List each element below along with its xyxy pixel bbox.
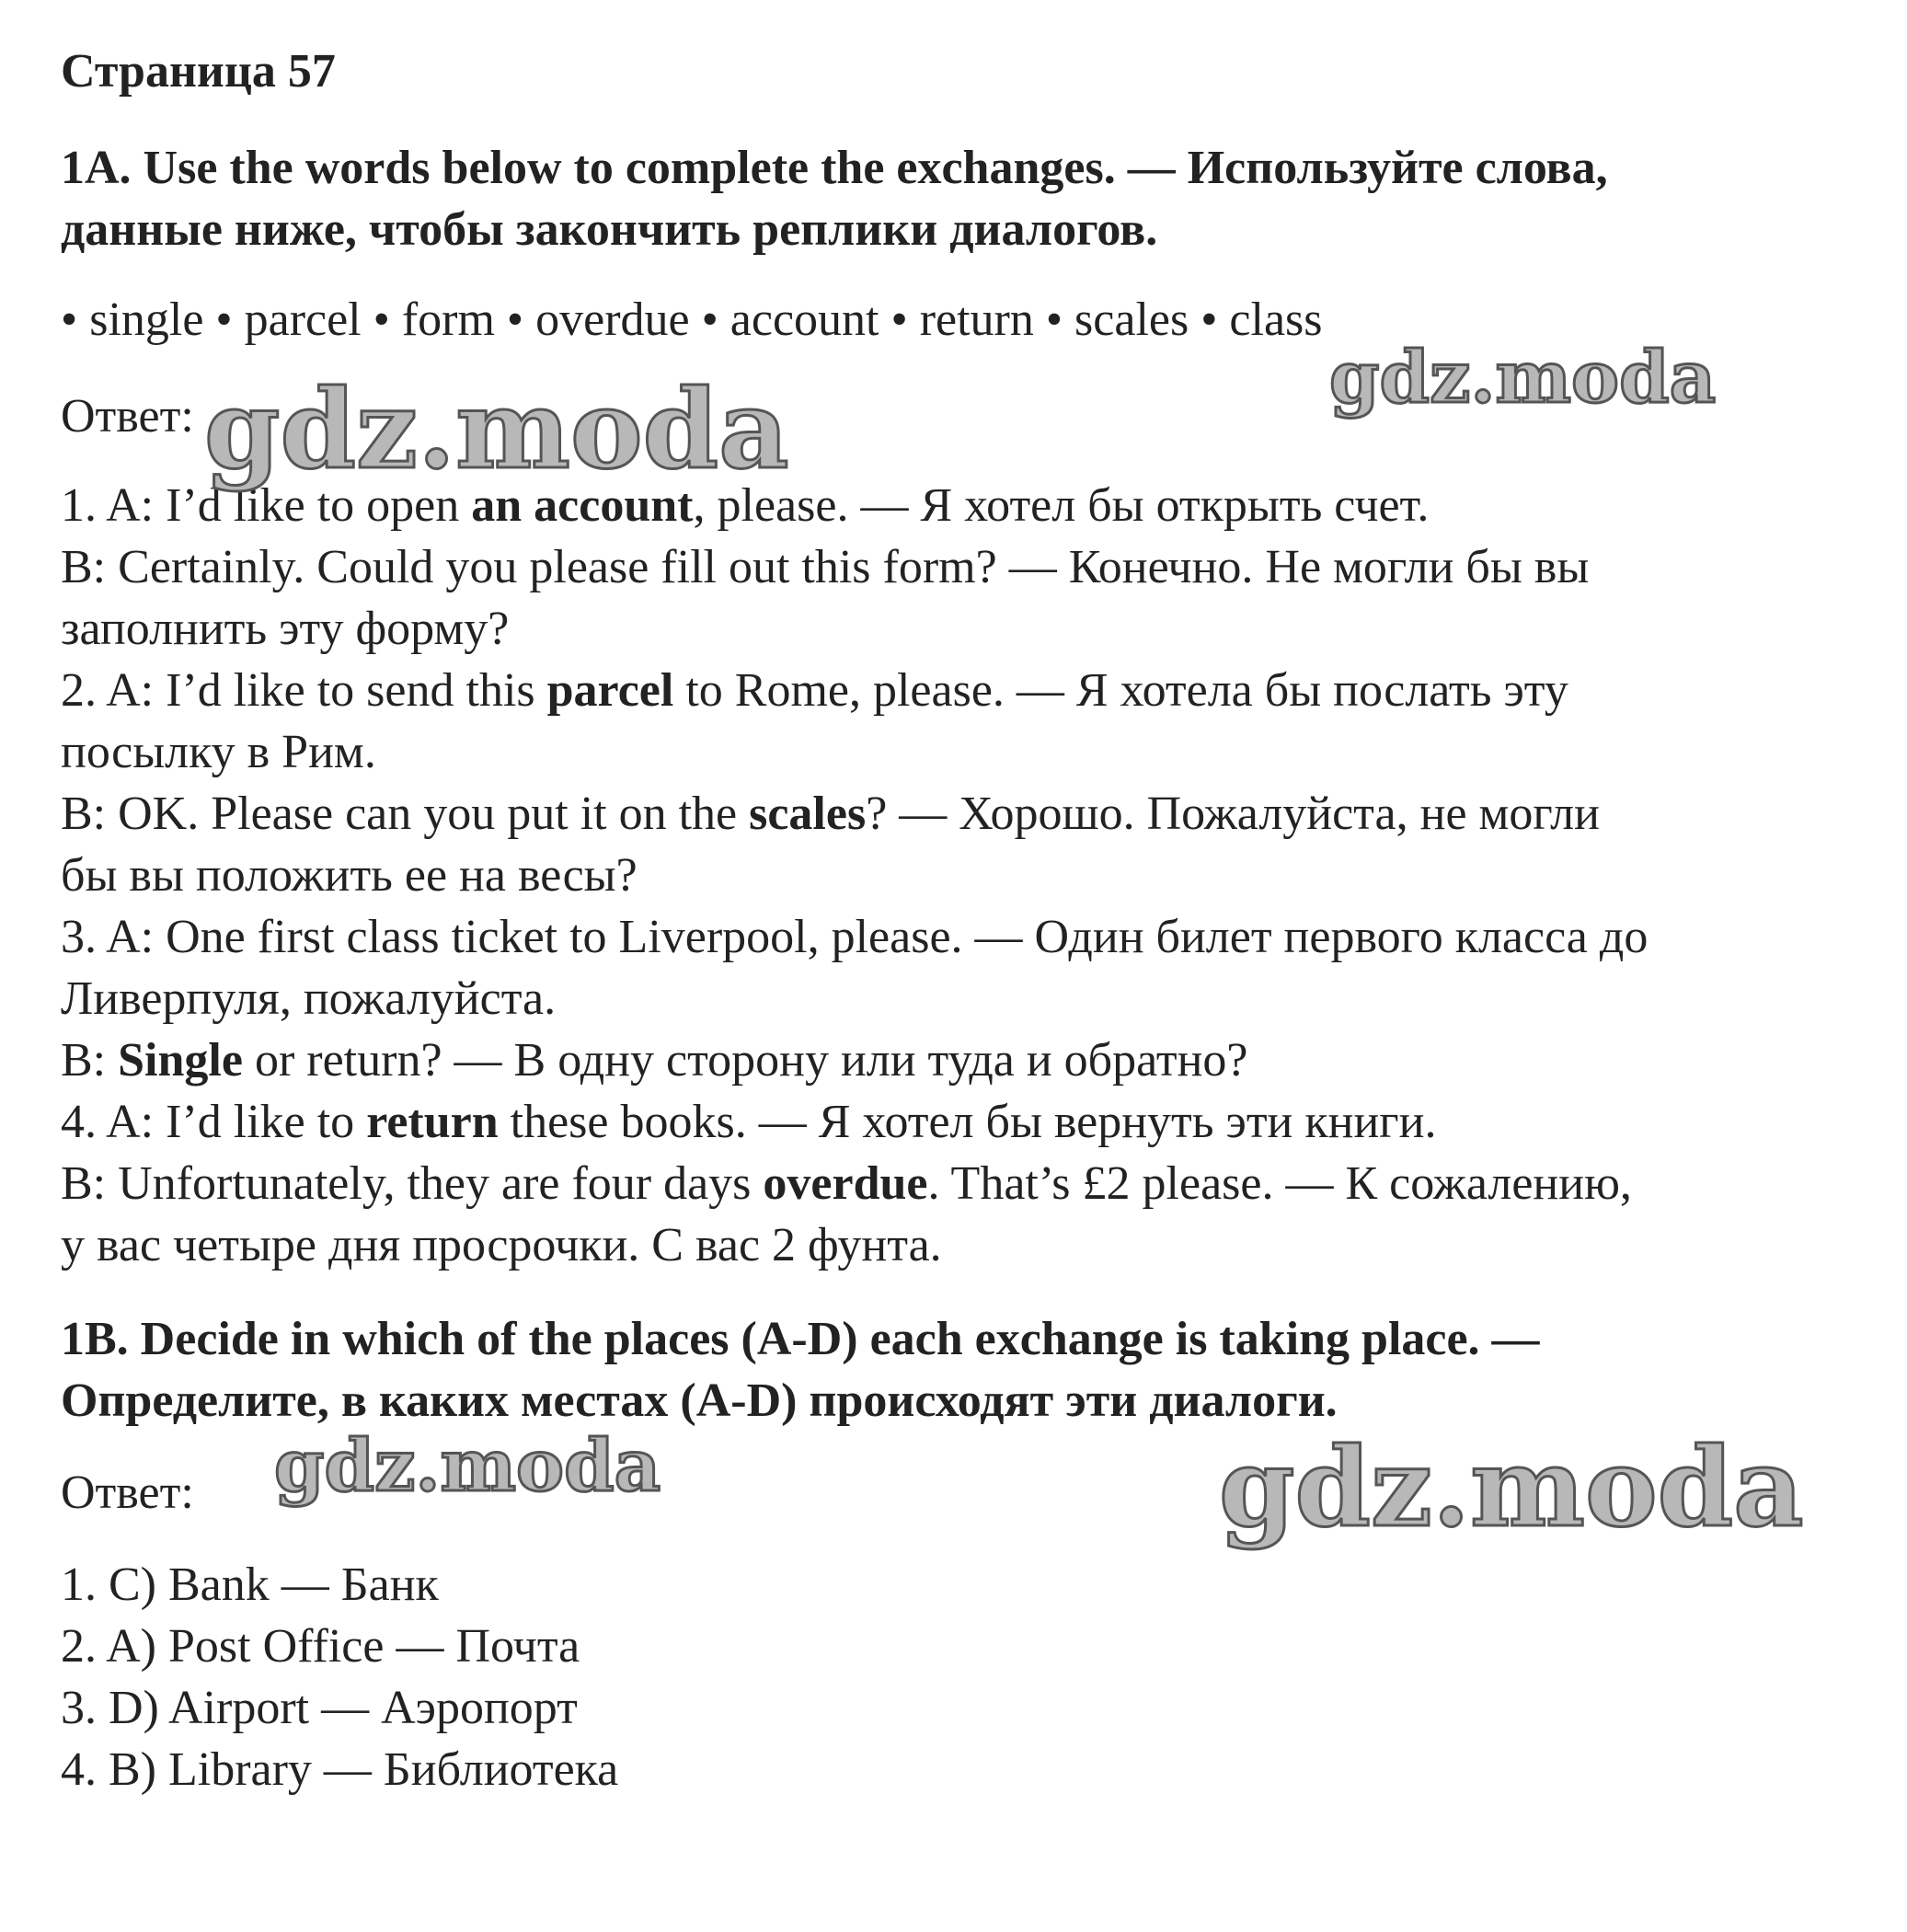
dialogue-line: 1. A: I’d like to open an account, please. — Я хотел бы открыть счет. xyxy=(61,479,1430,532)
watermark-logo: gdz.moda xyxy=(204,365,789,493)
watermark-logo: gdz.moda xyxy=(1329,336,1717,420)
dialogue-line: посылку в Рим. xyxy=(61,726,376,778)
answer-item: 2. A) Post Office — Почта xyxy=(61,1620,580,1673)
watermark-logo: gdz.moda xyxy=(274,1424,661,1508)
answer-label-1a: Ответ: xyxy=(61,390,194,443)
document-page xyxy=(61,0,1864,1932)
dialogue-line: 4. A: I’d like to return these books. — Я хотел бы вернуть эти книги. xyxy=(61,1096,1437,1148)
dialogue-line: B: OK. Please can you put it on the scales? — Хорошо. Пожалуйста, не могли xyxy=(61,788,1600,840)
dialogue-line: 3. A: One first class ticket to Liverpool, please. — Один билет первого класса до xyxy=(61,911,1649,963)
task-1a-heading-line-2: данные ниже, чтобы закончить реплики диалогов. xyxy=(61,203,1158,256)
answer-item: 3. D) Airport — Аэропорт xyxy=(61,1682,578,1734)
task-1b-heading-line-1: 1B. Decide in which of the places (A-D) each exchange is taking place. — xyxy=(61,1313,1540,1365)
watermark-logo: gdz.moda xyxy=(1219,1423,1804,1551)
task-1a-heading-line-1: 1A. Use the words below to complete the exchanges. — Используйте слова, xyxy=(61,142,1608,194)
word-list: • single • parcel • form • overdue • account • return • scales • class xyxy=(61,293,1323,346)
dialogue-line: бы вы положить ее на весы? xyxy=(61,849,638,902)
dialogue-line: 2. A: I’d like to send this parcel to Rome, please. — Я хотела бы послать эту xyxy=(61,664,1568,717)
dialogue-line: B: Certainly. Could you please fill out this form? — Конечно. Не могли бы вы xyxy=(61,541,1590,593)
task-1b-heading-line-2: Определите, в каких местах (A-D) происходят эти диалоги. xyxy=(61,1374,1338,1427)
answer-label-1b: Ответ: xyxy=(61,1466,194,1519)
dialogue-line: у вас четыре дня просрочки. С вас 2 фунта. xyxy=(61,1219,942,1271)
page-title: Страница 57 xyxy=(61,45,336,98)
answer-item: 1. C) Bank — Банк xyxy=(61,1558,439,1611)
dialogue-line: B: Unfortunately, they are four days overdue. That’s £2 please. — К сожалению, xyxy=(61,1157,1632,1210)
dialogue-line: B: Single or return? — В одну сторону или туда и обратно? xyxy=(61,1034,1248,1087)
dialogue-line: Ливерпуля, пожалуйста. xyxy=(61,972,557,1025)
dialogue-line: заполнить эту форму? xyxy=(61,603,510,655)
answer-item: 4. B) Library — Библиотека xyxy=(61,1743,619,1796)
